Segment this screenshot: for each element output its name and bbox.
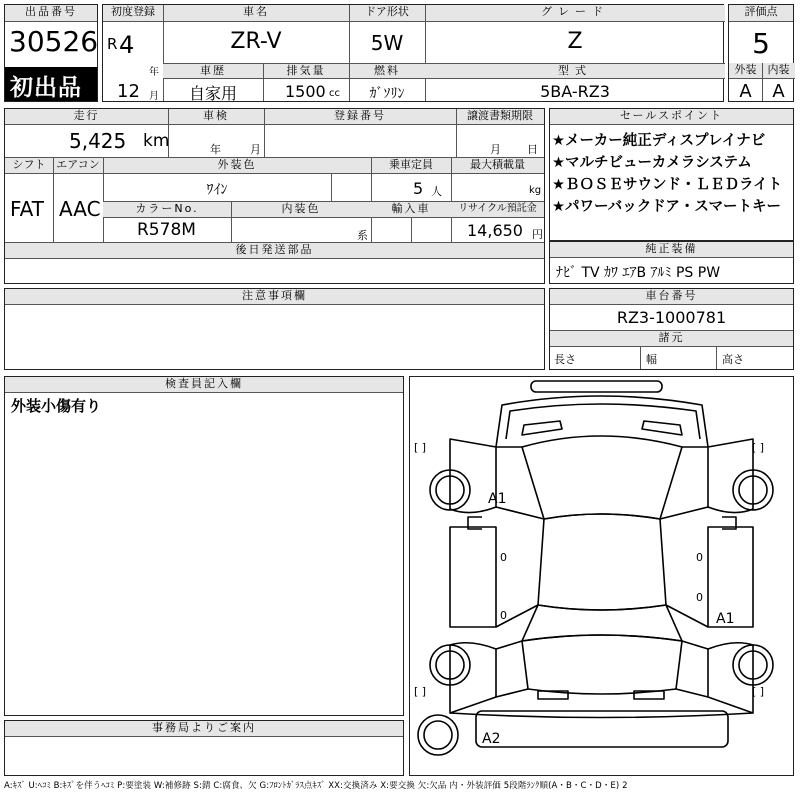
sales-points	[549, 108, 794, 241]
legend: A:ｷｽﾞ U:ﾍｺﾐ B:ｷｽﾞを伴うﾍｺﾐ P:要塗装 W:補修跡 S:錆 C:腐食、欠 G:ﾌﾛﾝﾄｶﾞﾗｽ点ｷｽﾞ XX:交換済み X:要交換 欠:欠品 内・外装評価 5段階ﾗﾝｸ順(A・B・C・D・E) 2	[4, 781, 628, 791]
office	[4, 720, 404, 776]
inspector-label: 検査員記入欄	[5, 377, 403, 393]
door-type: 5W	[370, 31, 404, 55]
color-no-label: カラーNo.	[103, 202, 231, 218]
dims-label: 諸元	[550, 331, 793, 347]
bracket-right-2: [ ]	[752, 685, 765, 698]
equipment-label: 純正装備	[550, 242, 793, 258]
mileage: 5,425	[69, 129, 127, 153]
transfer-day-unit: 日	[527, 143, 538, 156]
reg-label: 初度登録	[103, 5, 163, 22]
sales-point-3: ★ＢＯＳＥサウンド・ＬＥＤライト	[552, 177, 783, 193]
equipment-items: ﾅﾋﾞ TV ｶﾜ ｴｱB ｱﾙﾐ PS PW	[556, 265, 721, 281]
chassis-label: 車台番号	[550, 289, 793, 305]
exterior-label: 外装	[729, 63, 762, 79]
capacity: 5	[413, 179, 424, 198]
notes-label: 注意事項欄	[5, 289, 544, 305]
displacement-unit: cc	[329, 88, 340, 99]
shift: FAT	[10, 197, 45, 221]
load-label: 最大積載量	[451, 158, 544, 174]
inspection-label: 車検	[168, 109, 264, 125]
displacement: 1500	[285, 82, 326, 101]
lot-number: 30526	[9, 25, 99, 58]
inspector	[4, 376, 404, 716]
delivery-label: 後日発送部品	[5, 243, 544, 259]
car-name: ZR-V	[230, 29, 282, 54]
office-label: 事務局よりご案内	[5, 721, 403, 737]
inspector-comment: 外装小傷有り	[11, 397, 102, 415]
grade-label: グレード	[425, 5, 725, 22]
length-label: 長さ	[554, 353, 576, 366]
bracket-left-1: [ ]	[414, 441, 427, 454]
header-grid	[102, 4, 724, 102]
zero-mark-3: 0	[696, 551, 703, 564]
damage-mark-a1-right: A1	[716, 611, 735, 627]
ac: AAC	[59, 197, 101, 221]
reg-month: 12	[117, 81, 140, 102]
model-label: 型式	[425, 63, 725, 79]
mileage-unit: km	[143, 131, 170, 151]
history: 自家用	[188, 84, 237, 103]
zero-mark-2: 0	[500, 609, 507, 622]
width-label: 幅	[646, 353, 657, 366]
ac-label: エアコン	[53, 158, 103, 174]
notes	[4, 288, 545, 370]
year-unit: 年	[149, 67, 159, 78]
sales-point-4: ★パワーバックドア・スマートキー	[552, 199, 782, 215]
load-unit: kg	[529, 185, 542, 196]
ext-color: ﾜｲﾝ	[206, 182, 228, 198]
grade: Z	[567, 29, 583, 54]
model-code: 5BA-RZ3	[540, 82, 610, 101]
lot-label: 出品番号	[5, 5, 97, 22]
interior-grade: A	[772, 81, 785, 102]
ext-color-label: 外装色	[103, 158, 371, 174]
lot-block	[4, 4, 98, 102]
score-label: 評価点	[729, 5, 793, 22]
door-label: ドア形状	[349, 5, 425, 22]
zero-mark-1: 0	[500, 551, 507, 564]
score-block	[728, 4, 794, 102]
era: R	[107, 35, 118, 53]
sales-point-2: ★マルチビューカメラシステム	[552, 155, 752, 171]
sales-label: セールスポイント	[550, 109, 793, 125]
damage-diagram	[409, 376, 794, 776]
capacity-unit: 人	[431, 185, 442, 198]
damage-mark-a2-rear: A2	[482, 731, 501, 747]
import-label: 輸入車	[371, 202, 451, 218]
int-color-unit: 系	[357, 229, 368, 242]
car-outline	[410, 377, 793, 775]
damage-mark-a1-left: A1	[488, 491, 507, 507]
recycle-unit: 円	[532, 228, 543, 241]
name-label: 車名	[163, 5, 349, 22]
bracket-left-2: [ ]	[414, 685, 427, 698]
first-listing-label: 初出品	[10, 75, 82, 101]
recycle-label: リサイクル預託金	[451, 202, 544, 218]
mileage-label: 走行	[5, 109, 168, 125]
shift-label: シフト	[5, 158, 53, 174]
recycle: 14,650	[467, 221, 523, 240]
zero-mark-4: 0	[696, 591, 703, 604]
chassis-number: RZ3-1000781	[616, 308, 727, 327]
transfer-label: 譲渡書類期限	[456, 109, 544, 125]
bracket-right-1: [ ]	[752, 441, 765, 454]
height-label: 高さ	[722, 353, 744, 366]
reg-year: 4	[119, 31, 135, 59]
int-color-label: 内装色	[231, 202, 371, 218]
inspection-year-unit: 年	[210, 143, 221, 156]
chassis	[549, 288, 794, 370]
exterior-grade: A	[739, 81, 752, 102]
sales-point-1: ★メーカー純正ディスプレイナビ	[552, 133, 766, 149]
details-grid	[4, 108, 545, 284]
score: 5	[752, 27, 770, 60]
equipment	[549, 241, 794, 284]
history-label: 車歴	[163, 63, 263, 79]
color-no: R578M	[137, 220, 196, 240]
inspection-month-unit: 月	[250, 143, 261, 156]
fuel: ｶﾞｿﾘﾝ	[369, 86, 405, 102]
regno-label: 登録番号	[264, 109, 456, 125]
month-unit: 月	[149, 91, 159, 102]
transfer-month-unit: 月	[490, 143, 501, 156]
capacity-label: 乗車定員	[371, 158, 451, 174]
interior-label: 内装	[762, 63, 795, 79]
displacement-label: 排気量	[263, 63, 349, 79]
fuel-label: 燃料	[349, 63, 425, 79]
